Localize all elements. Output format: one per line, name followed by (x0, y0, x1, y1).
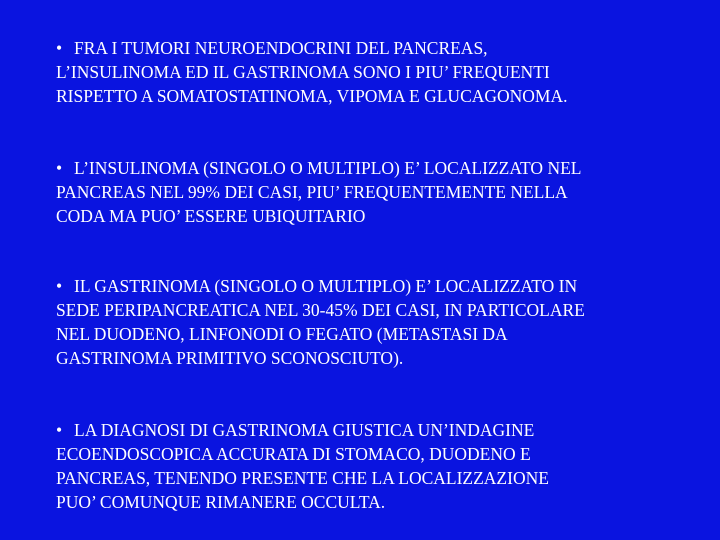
bullet-line: PANCREAS NEL 99% DEI CASI, PIU’ FREQUENTEMENTE NELLA (56, 182, 568, 202)
bullet-dot: • (56, 420, 63, 440)
bullet-line (56, 418, 696, 442)
bullet-point-3 (56, 274, 696, 370)
bullet-line (56, 274, 696, 298)
bullet-line: ECOENDOSCOPICA ACCURATA DI STOMACO, DUODENO E (56, 444, 531, 464)
bullet-line: GASTRINOMA PRIMITIVO SCONOSCIUTO). (56, 348, 404, 368)
bullet-line (56, 156, 696, 180)
bullet-dot: • (56, 158, 63, 178)
bullet-point-1 (56, 36, 696, 108)
bullet-line: L’INSULINOMA ED IL GASTRINOMA SONO I PIU’ FREQUENTI (56, 62, 550, 82)
bullet-line: PUO’ COMUNQUE RIMANERE OCCULTA. (56, 492, 386, 512)
bullet-text: IL GASTRINOMA (SINGOLO O MULTIPLO) E’ LOCALIZZATO IN (74, 276, 578, 296)
bullet-line: NEL DUODENO, LINFONODI O FEGATO (METASTASI DA (56, 324, 508, 344)
bullet-line (56, 36, 696, 60)
bullet-text: LA DIAGNOSI DI GASTRINOMA GIUSTICA UN’INDAGINE (74, 420, 535, 440)
bullet-point-4 (56, 418, 696, 514)
bullet-point-2 (56, 156, 696, 228)
bullet-dot: • (56, 276, 63, 296)
bullet-dot: • (56, 38, 63, 58)
bullet-text: L’INSULINOMA (SINGOLO O MULTIPLO) E’ LOCALIZZATO NEL (74, 158, 582, 178)
bullet-line: PANCREAS, TENENDO PRESENTE CHE LA LOCALIZZAZIONE (56, 468, 549, 488)
bullet-text: FRA I TUMORI NEUROENDOCRINI DEL PANCREAS, (74, 38, 488, 58)
bullet-line: RISPETTO A SOMATOSTATINOMA, VIPOMA E GLUCAGONOMA. (56, 86, 568, 106)
bullet-line: SEDE PERIPANCREATICA NEL 30-45% DEI CASI, IN PARTICOLARE (56, 300, 585, 320)
bullet-line: CODA MA PUO’ ESSERE UBIQUITARIO (56, 206, 366, 226)
